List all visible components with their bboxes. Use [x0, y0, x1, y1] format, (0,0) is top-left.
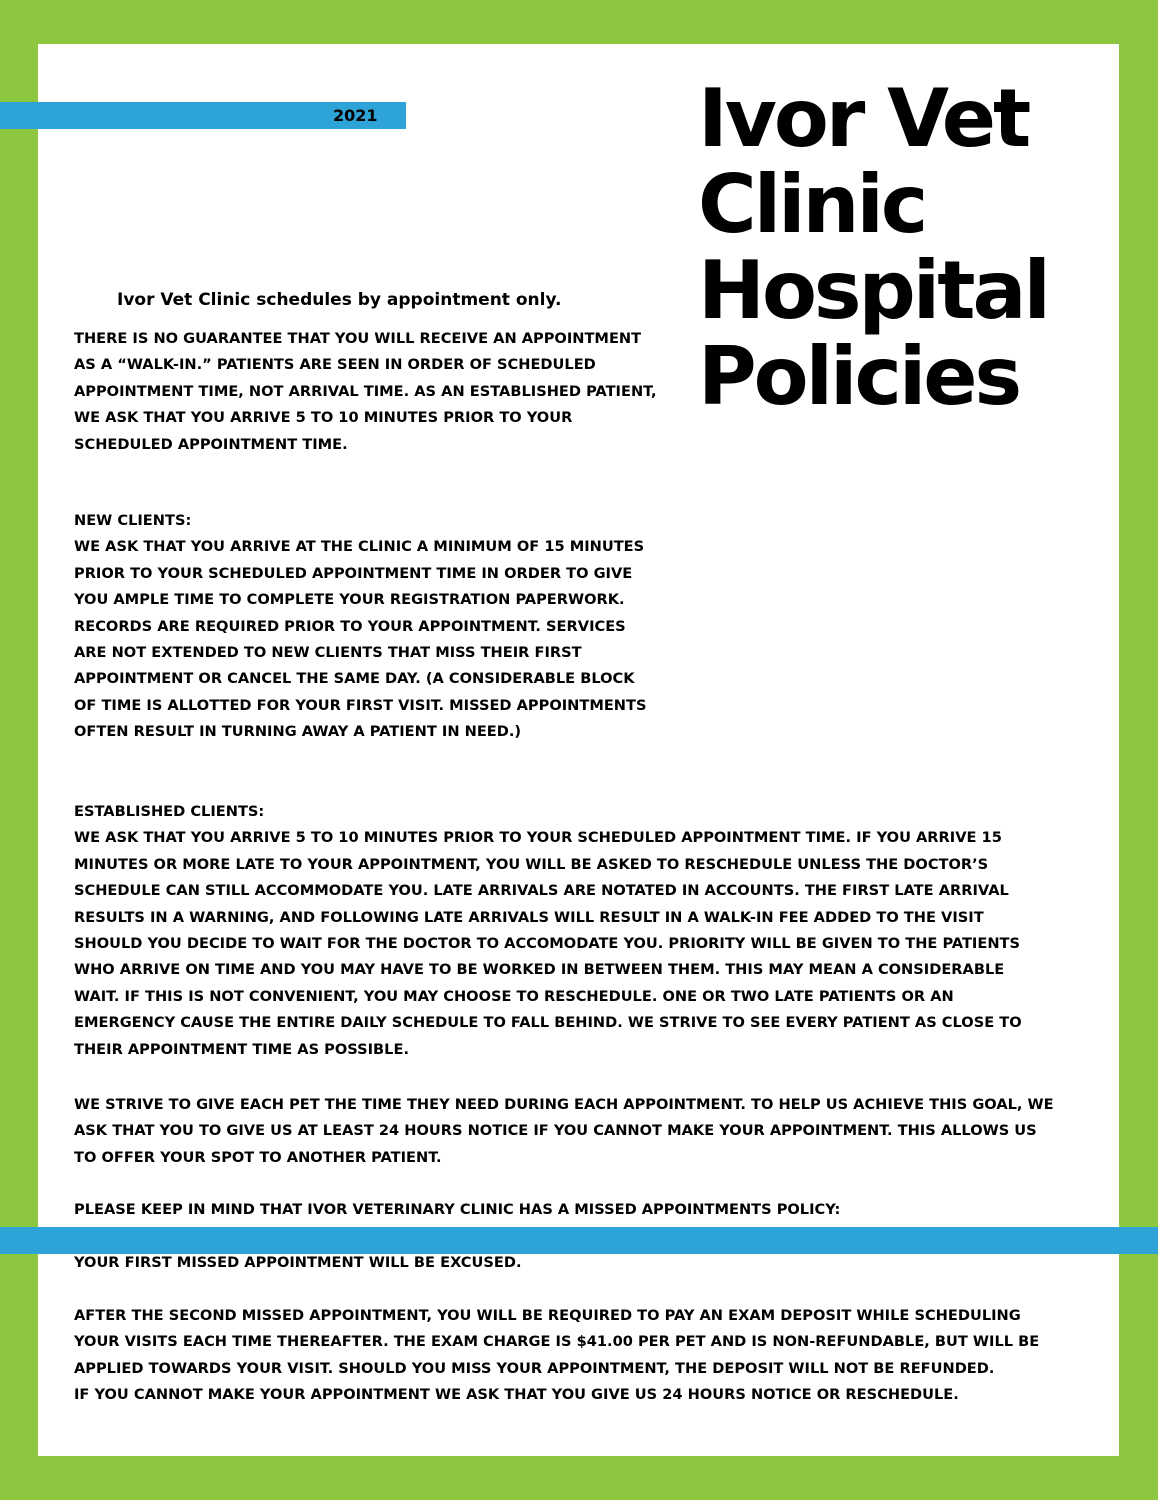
intro-statement: Ivor Vet Clinic schedules by appointment only. [117, 290, 562, 310]
title-line-1: Ivor Vet [698, 72, 1029, 165]
title-line-2: Clinic [698, 158, 926, 251]
document-title [698, 72, 1048, 423]
missed-policy-paragraph: PLEASE KEEP IN MIND THAT IVOR VETERINARY CLINIC HAS A MISSED APPOINTMENTS POLICY: [74, 1201, 841, 1218]
new-clients-paragraph: NEW CLIENTS: WE ASK THAT YOU ARRIVE AT THE CLINIC A MINIMUM OF 15 MINUTES PRIOR TO YOUR SCHEDULED APPOINTMENT TIME IN ORDER TO GIVE YOU AMPLE TIME TO COMPLETE YOUR REGISTRATION PAPERWORK. RECORDS ARE REQUIRED PRIOR TO YOUR APPOINTMENT. SERVICES ARE NOT EXTENDED TO NEW CLIENTS THAT MISS THEIR FIRST APPOINTMENT OR CANCEL THE SAME DAY. (A CONSIDERABLE BLOCK OF TIME IS ALLOTTED FOR YOUR FIRST VISIT. MISSED APPOINTMENTS OFTEN RESULT IN TURNING AWAY A PATIENT IN NEED.) [74, 512, 647, 741]
year-label: 2021 [333, 106, 378, 125]
second-missed-paragraph: AFTER THE SECOND MISSED APPOINTMENT, YOU WILL BE REQUIRED TO PAY AN EXAM DEPOSIT WHILE SCHEDULING YOUR VISITS EACH TIME THEREAFTER. THE EXAM CHARGE IS $41.00 PER PET AND IS NON-REFUNDABLE, BUT WILL BE APPLIED TOWARDS YOUR VISIT. SHOULD YOU MISS YOUR APPOINTMENT, THE DEPOSIT WILL NOT BE REFUNDED. IF YOU CANNOT MAKE YOUR APPOINTMENT WE ASK THAT YOU GIVE US 24 HOURS NOTICE OR RESCHEDULE. [74, 1307, 1040, 1404]
title-line-4: Policies [698, 330, 1020, 423]
title-line-3: Hospital [698, 244, 1048, 337]
established-clients-paragraph: ESTABLISHED CLIENTS: WE ASK THAT YOU ARRIVE 5 TO 10 MINUTES PRIOR TO YOUR SCHEDULED APPOINTMENT TIME. IF YOU ARRIVE 15 MINUTES OR MORE LATE TO YOUR APPOINTMENT, YOU WILL BE ASKED TO RESCHEDULE UNLESS THE DOCTOR’S SCHEDULE CAN STILL ACCOMMODATE YOU. LATE ARRIVALS ARE NOTATED IN ACCOUNTS. THE FIRST LATE ARRIVAL RESULTS IN A WARNING, AND FOLLOWING LATE ARRIVALS WILL RESULT IN A WALK-IN FEE ADDED TO THE VISIT SHOULD YOU DECIDE TO WAIT FOR THE DOCTOR TO ACCOMODATE YOU. PRIORITY WILL BE GIVEN TO THE PATIENTS WHO ARRIVE ON TIME AND YOU MAY HAVE TO BE WORKED IN BETWEEN THEM. THIS MAY MEAN A CONSIDERABLE WAIT. IF THIS IS NOT CONVENIENT, YOU MAY CHOOSE TO RESCHEDULE. ONE OR TWO LATE PATIENTS OR AN EMERGENCY CAUSE THE ENTIRE DAILY SCHEDULE TO FALL BEHIND. WE STRIVE TO SEE EVERY PATIENT AS CLOSE TO THEIR APPOINTMENT TIME AS POSSIBLE. [74, 803, 1022, 1058]
first-missed-paragraph: YOUR FIRST MISSED APPOINTMENT WILL BE EXCUSED. [74, 1254, 522, 1271]
walk-in-paragraph: THERE IS NO GUARANTEE THAT YOU WILL RECEIVE AN APPOINTMENT AS A “WALK-IN.” PATIENTS ARE SEEN IN ORDER OF SCHEDULED APPOINTMENT TIME, NOT ARRIVAL TIME. AS AN ESTABLISHED PATIENT, WE ASK THAT YOU ARRIVE 5 TO 10 MINUTES PRIOR TO YOUR SCHEDULED APPOINTMENT TIME. [74, 330, 657, 453]
notice-paragraph: WE STRIVE TO GIVE EACH PET THE TIME THEY NEED DURING EACH APPOINTMENT. TO HELP US ACHIEVE THIS GOAL, WE ASK THAT YOU TO GIVE US AT LEAST 24 HOURS NOTICE IF YOU CANNOT MAKE YOUR APPOINTMENT. THIS ALLOWS US TO OFFER YOUR SPOT TO ANOTHER PATIENT. [74, 1096, 1054, 1166]
